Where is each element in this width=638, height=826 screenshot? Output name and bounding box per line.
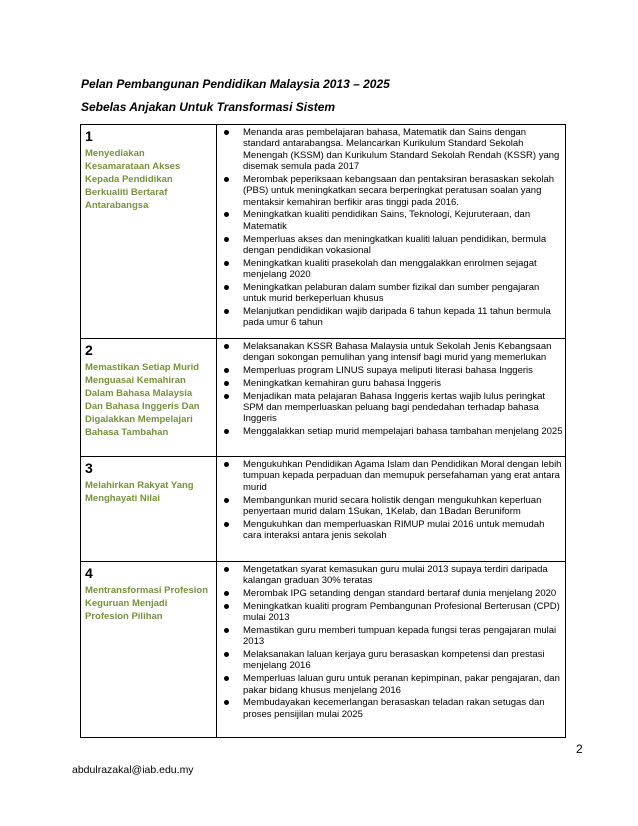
shift-points-cell [217, 125, 566, 339]
shift-point [223, 365, 563, 376]
shift-point [223, 127, 563, 173]
shift-point [223, 234, 563, 257]
bullet-icon [224, 628, 229, 633]
shift-point-text: Melaksanakan laluan kerjaya guru berasaskan kompetensi dan prestasi menjelang 2016 [243, 649, 545, 672]
shift-heading-cell [81, 562, 217, 738]
shifts-table [80, 124, 566, 738]
shift-points-list [223, 341, 563, 437]
shift-point-text: Merombak IPG setanding dengan standard bertaraf dunia menjelang 2020 [243, 588, 557, 600]
shift-point [223, 697, 563, 720]
shift-row [81, 562, 566, 738]
shift-point-text: Menjadikan mata pelajaran Bahasa Inggeris kertas wajib lulus peringkat SPM dan memperluaskan peluang bagi pendedahan terhadap bahasa Inggeris [243, 390, 546, 425]
shift-points-list [223, 564, 563, 720]
shift-point [223, 258, 563, 281]
shift-point [223, 625, 563, 648]
shift-heading: Melahirkan Rakyat Yang Menghayati Nilai [85, 480, 194, 504]
shift-point [223, 649, 563, 672]
bullet-icon [224, 394, 229, 399]
shift-heading-cell [81, 125, 217, 339]
shift-row [81, 125, 566, 339]
shift-point-text: Merombak peperiksaan kebangsaan dan pentaksiran berasaskan sekolah (PBS) untuk meningkatkan secara berperingkat peratusan soalan yang mentaksir kemahiran berfikir aras tinggi pada 2016. [243, 173, 555, 208]
bullet-icon [224, 604, 229, 609]
bullet-icon [224, 498, 229, 503]
shift-heading-cell [81, 339, 217, 457]
shift-point [223, 378, 563, 389]
shifts-table-body [81, 125, 566, 738]
shift-point-text: Mengukuhkan Pendidikan Agama Islam dan Pendidikan Moral dengan lebih tumpuan kepada perpaduan dan memupuk persefahaman yang erat antara murid [243, 459, 562, 493]
shift-point-text: Mengetatkan syarat kemasukan guru mulai 2013 supaya terdiri daripada kalangan graduan 30% teratas [243, 564, 548, 587]
shift-points-cell [217, 339, 566, 457]
shift-number: 3 [85, 460, 93, 476]
shift-point [223, 306, 563, 329]
shift-point-text: Meningkatkan kemahiran guru bahasa Inggeris [243, 377, 442, 389]
bullet-icon [224, 285, 229, 290]
bullet-icon [224, 700, 229, 705]
shift-point-text: Meningkatkan kualiti program Pembangunan Profesional Berterusan (CPD) mulai 2013 [243, 600, 560, 624]
shift-heading: Menyediakan Kesamarataan Akses Kepada Pendidikan Berkualiti Bertaraf Antarabangsa [85, 148, 181, 211]
shift-heading: Memastikan Setiap Murid Menguasai Kemahiran Dalam Bahasa Malaysia Dan Bahasa Inggeris Dan Digalakkan Mempelajari Bahasa Tambahan [85, 362, 200, 438]
shift-point [223, 673, 563, 696]
shift-point-text: Melanjutkan pendidikan wajib daripada 6 tahun kepada 11 tahun bermula pada umur 6 tahun [243, 305, 551, 329]
shift-point [223, 519, 563, 542]
shift-number: 4 [85, 565, 93, 581]
shift-point [223, 601, 563, 624]
page-number: 2 [576, 742, 583, 756]
bullet-icon [224, 344, 229, 349]
shift-point [223, 209, 563, 232]
shift-point-text: Memperluas akses dan meningkatkan kualiti laluan pendidikan, bermula dengan pendidikan vokasional [243, 233, 547, 256]
bullet-icon [224, 676, 229, 681]
shift-point [223, 564, 563, 587]
shift-point [223, 282, 563, 305]
bullet-icon [224, 381, 229, 386]
shift-point-text: Meningkatkan kualiti pendidikan Sains, Teknologi, Kejuruteraan, dan Matematik [243, 209, 531, 232]
bullet-icon [224, 212, 229, 217]
bullet-icon [224, 591, 229, 596]
bullet-icon [224, 368, 229, 373]
document-title: Pelan Pembangunan Pendidikan Malaysia 2013 – 2025 [81, 77, 390, 91]
bullet-icon [224, 177, 229, 182]
shift-point-text: Melaksanakan KSSR Bahasa Malaysia untuk Sekolah Jenis Kebangsaan dengan sokongan pemulihan yang intensif bagi murid yang memerlukan [243, 341, 552, 364]
bullet-icon [224, 567, 229, 572]
bullet-icon [224, 261, 229, 266]
footer-email: abdulrazakal@iab.edu.my [72, 764, 194, 776]
shift-row [81, 339, 566, 457]
shift-point-text: Membangunkan murid secara holistik dengan mengukuhkan keperluan penyertaan murid dalam 1Sukan, 1Kelab, dan 1Badan Beruniform [243, 494, 542, 517]
document-subtitle: Sebelas Anjakan Untuk Transformasi Sistem [81, 100, 336, 114]
shift-point [223, 341, 563, 364]
shift-heading: Mentransformasi Profesion Keguruan Menjadi Profesion Pilihan [85, 585, 208, 622]
bullet-icon [224, 130, 229, 135]
shift-point-text: Memastikan guru memberi tumpuan kepada fungsi teras pengajaran mulai 2013 [243, 624, 557, 648]
shift-points-list [223, 127, 563, 329]
shift-point-text: Menanda aras pembelajaran bahasa, Matematik dan Sains dengan standard antarabangsa. Melancarkan Kurikulum Standard Sekolah Menengah (KSSM) dan Kurikulum Standard Sekolah Rendah (KSSR) yang disemak semula pada 2017 [243, 127, 560, 173]
shift-point-text: Membudayakan kecemerlangan berasaskan teladan rakan setugas dan proses pensijilan mulai 2025 [243, 697, 545, 720]
shift-point-text: Mengukuhkan dan memperluaskan RIMUP mulai 2016 untuk memudah cara interaksi antara jenis sekolah [243, 518, 545, 542]
bullet-icon [224, 429, 229, 434]
bullet-icon [224, 462, 229, 467]
shift-point-text: Meningkatkan kualiti prasekolah dan menggalakkan enrolmen sejagat menjelang 2020 [243, 257, 537, 281]
shift-point-text: Meningkatkan pelaburan dalam sumber fizikal dan sumber pengajaran untuk murid berkeperluan khusus [243, 281, 540, 305]
shift-point [223, 588, 563, 599]
shift-number: 1 [85, 128, 93, 144]
shift-row [81, 457, 566, 562]
bullet-icon [224, 652, 229, 657]
shift-point-text: Menggalakkan setiap murid mempelajari bahasa tambahan menjelang 2025 [243, 426, 563, 438]
shift-point-text: Memperluas laluan guru untuk peranan kepimpinan, pakar pengajaran, dan pakar bidang khusus menjelang 2016 [243, 673, 560, 696]
shift-points-cell [217, 457, 566, 562]
shift-point [223, 391, 563, 425]
shift-points-cell [217, 562, 566, 738]
shift-point [223, 174, 563, 208]
shift-number: 2 [85, 342, 93, 358]
bullet-icon [224, 309, 229, 314]
shift-point [223, 426, 563, 437]
shift-point-text: Memperluas program LINUS supaya meliputi literasi bahasa Inggeris [243, 365, 533, 377]
bullet-icon [224, 522, 229, 527]
shift-point [223, 459, 563, 493]
shift-heading-cell [81, 457, 217, 562]
shift-points-list [223, 459, 563, 541]
bullet-icon [224, 237, 229, 242]
shift-point [223, 495, 563, 518]
